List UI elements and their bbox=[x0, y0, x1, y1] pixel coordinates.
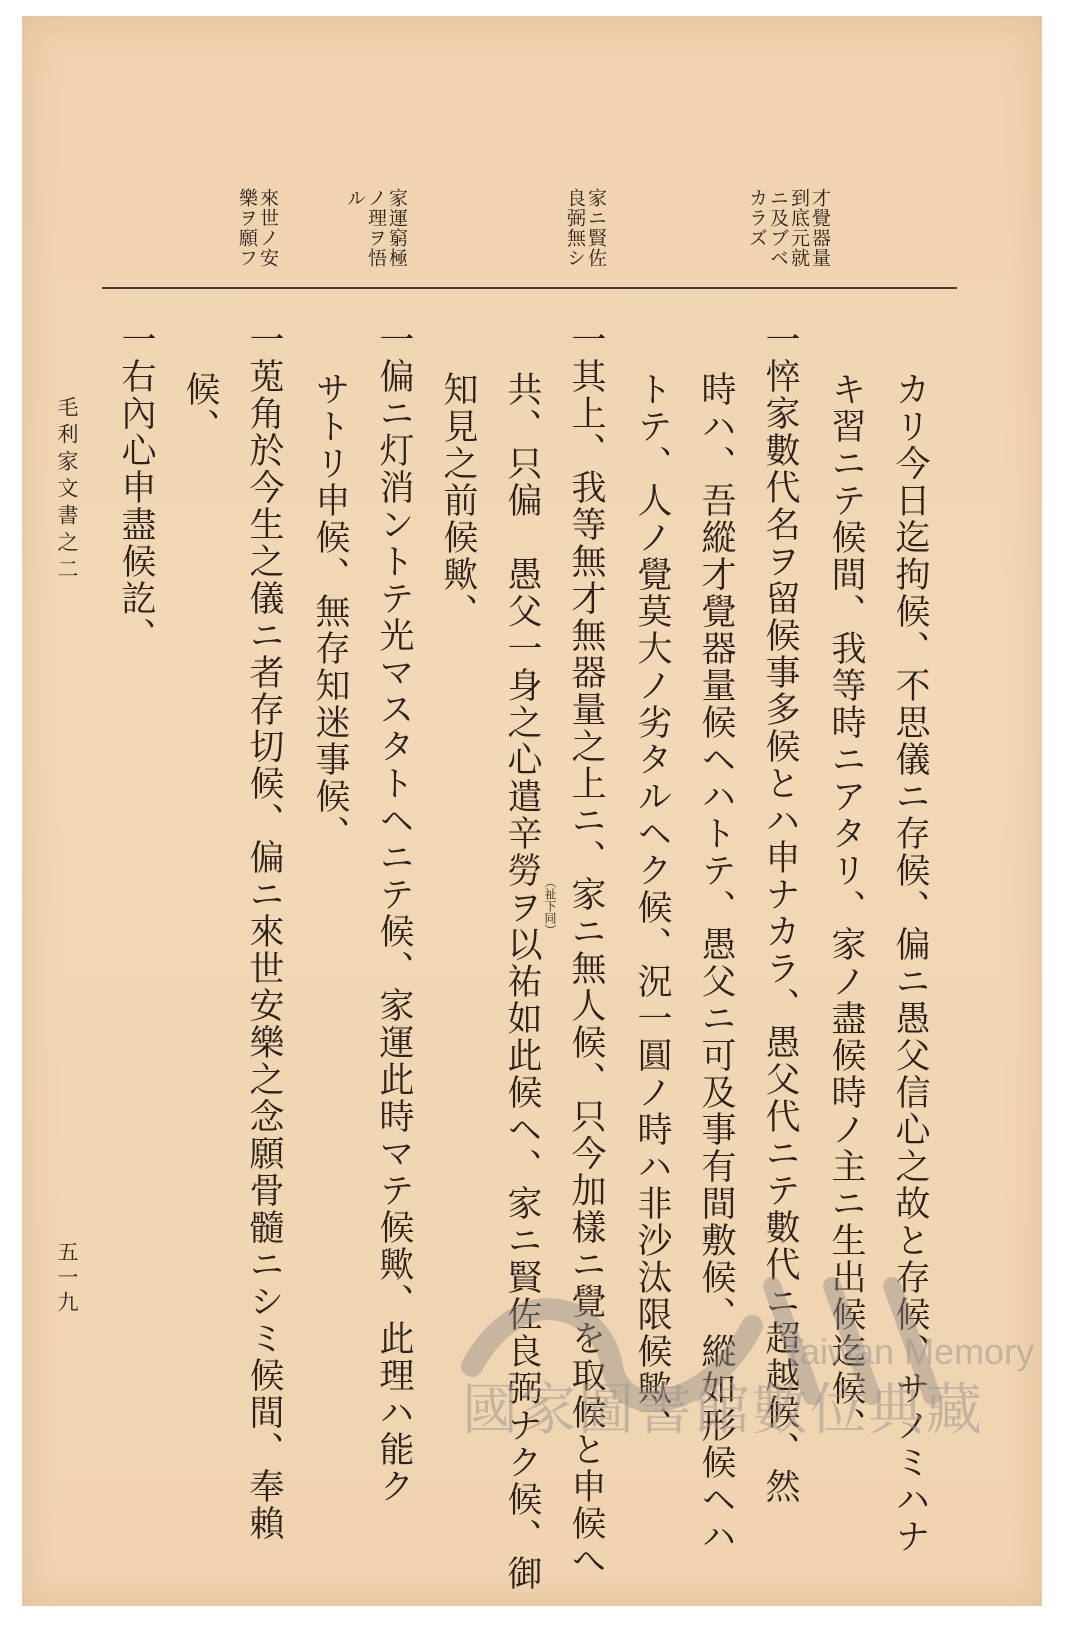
body-column: 一莵角於今生之儀ニ者存切候、偏ニ來世安樂之念願骨髓ニシミ候間、奉賴 bbox=[244, 321, 284, 1542]
body-column: カリ今日迄拘候、不思儀ニ存候、偏ニ愚父信心之故と存候、サノミハナ bbox=[890, 371, 930, 1555]
headnote-line: ニ及ブベ bbox=[767, 188, 789, 268]
body-column: 共、只偏 愚父一身之心遣辛勞ヲ以祐如此候ヘ、家ニ賢佐良弼ナク候、御 bbox=[502, 371, 542, 1592]
headnote-line: 樂ヲ願フ bbox=[236, 188, 258, 268]
headnote-line: 家運窮極 bbox=[386, 188, 408, 268]
headnote-3 bbox=[345, 188, 406, 268]
body-column: 時ハ、吾縱才覺器量候ヘハトテ、愚父ニ可及事有間敷候、縱如形候ヘハ bbox=[696, 371, 736, 1555]
headnote-line: カラズ bbox=[746, 188, 768, 248]
headnote-1 bbox=[747, 188, 829, 268]
body-column: 一悴家數代名ヲ留候事多候とハ申ナカラ、愚父代ニテ數代ニ超越候、然 bbox=[760, 321, 800, 1505]
body-column: 一偏ニ灯消ントテ光マスタトヘニテ候、家運此時マテ候歟、此理ハ能ク bbox=[374, 321, 414, 1505]
interline-note: （祉下同） bbox=[543, 876, 557, 936]
headnote-line: ル bbox=[344, 188, 366, 208]
body-column: 一其上、我等無才無器量之上ニ、家ニ無人候、只今加樣ニ覺を取候と申候へ bbox=[566, 321, 606, 1579]
body-column: トテ、人ノ覺莫大ノ劣タルヘク候、況一圓ノ時ハ非沙汰限候歟、 bbox=[632, 371, 672, 1444]
headnote-line: 家ニ賢佐 bbox=[585, 188, 607, 268]
headnote-line: ノ理ヲ悟 bbox=[365, 188, 387, 268]
watermark-chinese: 國家圖書館數位典藏 bbox=[462, 1378, 984, 1443]
headnote-2 bbox=[565, 188, 605, 268]
headnote-divider bbox=[102, 287, 957, 289]
book-title: 毛利家文書之二 bbox=[55, 396, 79, 585]
body-column: 一右內心申盡候訖、 bbox=[116, 321, 156, 654]
headnote-line: 來世ノ安 bbox=[257, 188, 279, 268]
watermark-english: Taiwan Memory bbox=[782, 1331, 1035, 1372]
document-page bbox=[22, 16, 1042, 1606]
headnote-line: 到底元就 bbox=[788, 188, 810, 268]
body-column: キ習ニテ候間、我等時ニアタリ、家ノ盡候時ノ主ニ生出候迄候、 bbox=[826, 371, 866, 1444]
body-column: 知見之前候歟、 bbox=[438, 371, 478, 630]
headnote-4 bbox=[237, 188, 277, 268]
page-number: 五一九 bbox=[55, 1241, 79, 1316]
body-column: 候、 bbox=[180, 371, 220, 445]
headnote-line: 才覺器量 bbox=[809, 188, 831, 268]
body-column: サトリ申候、無存知迷事候、 bbox=[310, 371, 350, 852]
headnote-line: 良弼無シ bbox=[564, 188, 586, 268]
